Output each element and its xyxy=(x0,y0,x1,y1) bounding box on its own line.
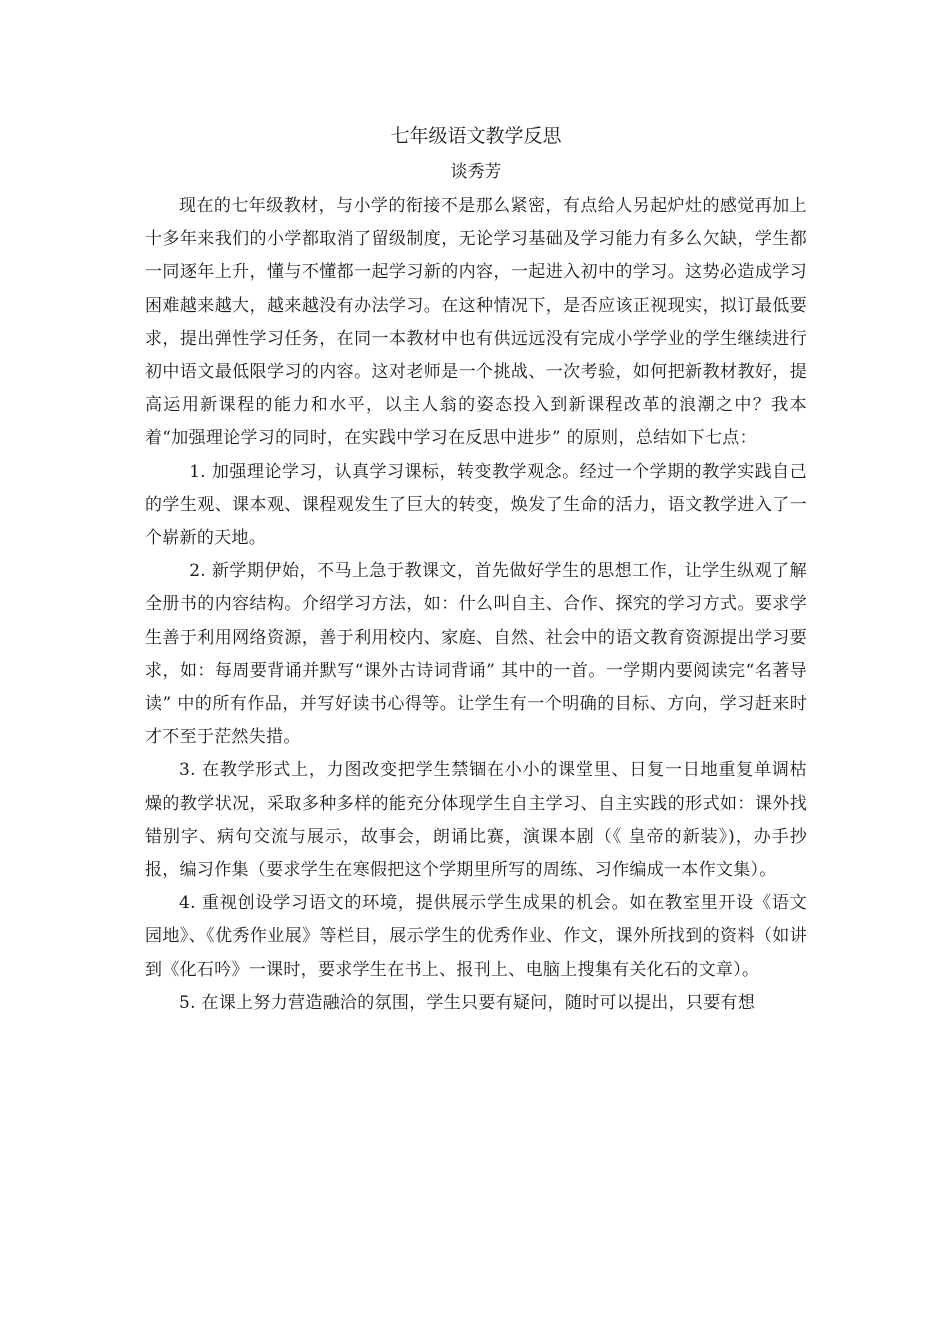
document-title: 七年级语文教学反思 xyxy=(390,125,562,147)
paragraph-point-4: 4. 重视创设学习语文的环境，提供展示学生成果的机会。如在教室里开设《语文园地》、《优秀作业展》等栏目，展示学生的优秀作业、作文，课外所找到的资料（如讲到《化石吟》一课时，要求学生在书上、报刊上、电脑上搜集有关化石的文章）。 xyxy=(145,893,807,980)
paragraph-point-1: 1. 加强理论学习，认真学习课标，转变教学观念。经过一个学期的教学实践自己的学生观、课本观、课程观发生了巨大的转变，焕发了生命的活力，语文教学进入了一个崭新的天地。 xyxy=(145,461,807,549)
paragraph-point-3: 3. 在教学形式上，力图改变把学生禁锢在小小的课堂里、日复一日地重复单调枯燥的教学状况，采取多种多样的能充分体现学生自主学习、自主实践的形式如：课外找错别字、病句交流与展示，故事会，朗诵比赛，演课本剧（《 皇帝的新装》)，办手抄报，编习作集（要求学生在寒假把这个学期里所写的周练、习作编成一本作文集）。 xyxy=(145,760,807,881)
document-page xyxy=(145,118,807,1020)
document-author: 谈秀芳 xyxy=(450,162,502,182)
paragraph-intro: 现在的七年级教材，与小学的衔接不是那么紧密，有点给人另起炉灶的感觉再加上十多年来我们的小学都取消了留级制度，无论学习基础及学习能力有多么欠缺，学生都一同逐年上升，懂与不懂都一起学习新的内容，一起进入初中的学习。这势必造成学习困难越来越大，越来越没有办法学习。在这种情况下，是否应该正视现实，拟订最低要求，提出弹性学习任务，在同一本教材中也有供远远没有完成小学学业的学生继续进行初中语文最低限学习的内容。这对老师是一个挑战、一次考验，如何把新教材教好，提高运用新课程的能力和水平，以主人翁的姿态投入到新课程改革的浪潮之中？我本着“加强理论学习的同时，在实践中学习在反思中进步” 的原则，总结如下七点： xyxy=(145,196,807,449)
paragraph-point-2: 2. 新学期伊始，不马上急于教课文，首先做好学生的思想工作，让学生纵观了解全册书的内容结构。介绍学习方法，如：什么叫自主、合作、探究的学习方式。要求学生善于利用网络资源，善于利用校内、家庭、自然、社会中的语文教育资源提出学习要求，如：每周要背诵并默写“课外古诗词背诵” 其中的一首。一学期内要阅读完“名著导读” 中的所有作品，并写好读书心得等。让学生有一个明确的目标、方向，学习赶来时才不至于茫然失措。 xyxy=(145,561,807,748)
paragraph-point-5: 5. 在课上努力营造融洽的氛围，学生只要有疑问，随时可以提出，只要有想 xyxy=(179,992,756,1013)
